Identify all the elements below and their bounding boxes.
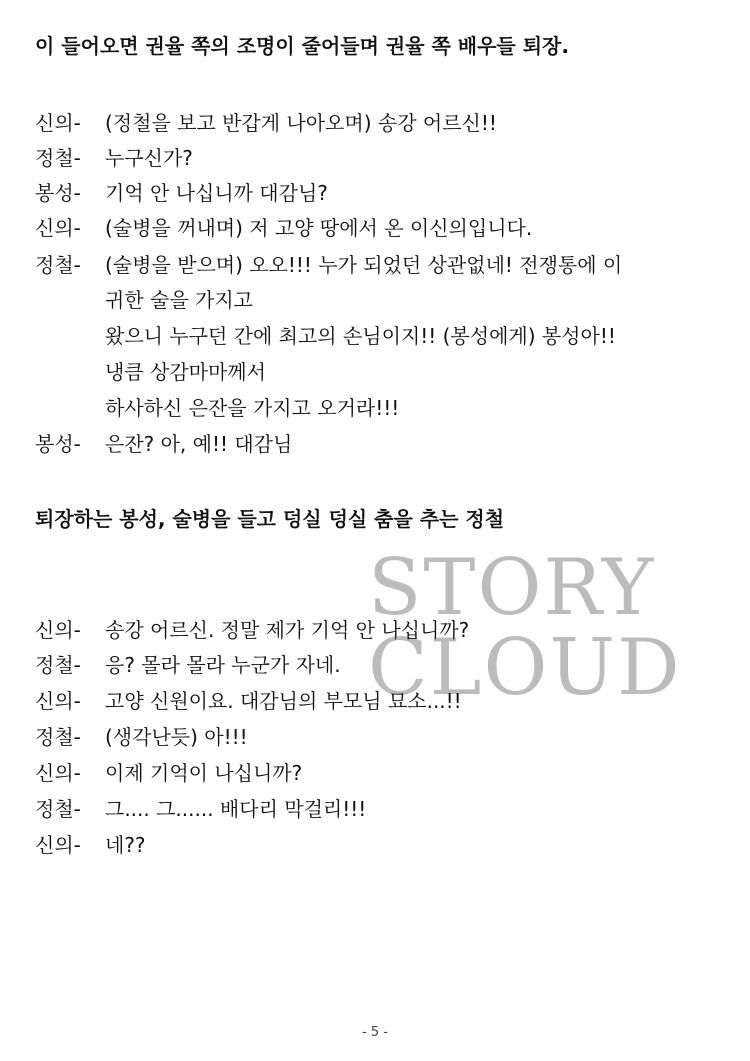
dialogue-line [35, 252, 622, 278]
dialogue-text: 네?? [105, 833, 146, 857]
speaker-name: 봉성- [35, 181, 81, 205]
dialogue-line [35, 431, 292, 457]
dialogue-line [35, 617, 469, 643]
dialogue-line [35, 832, 146, 858]
speaker-name: 신의- [35, 618, 81, 642]
speaker-name: 신의- [35, 111, 81, 135]
dialogue-text: (정철을 보고 반갑게 나아오며) 송강 어르신!! [105, 111, 497, 135]
dialogue-continuation: 하사하신 은잔을 가지고 오거라!!! [105, 396, 400, 420]
dialogue-text: 고양 신원이요. 대감님의 부모님 묘소...!! [105, 689, 462, 713]
speaker-name: 정철- [35, 797, 81, 821]
speaker-name: 봉성- [35, 432, 81, 456]
dialogue-text: 이제 기억이 나십니까? [105, 761, 303, 785]
dialogue-continuation: 왔으니 누구던 간에 최고의 손님이지!! (봉성에게) 봉성아!! [105, 324, 616, 348]
dialogue-line [35, 180, 328, 206]
dialogue-text: (생각난듯) 아!!! [105, 725, 248, 749]
dialogue-line [35, 652, 341, 678]
dialogue-line [35, 215, 532, 241]
dialogue-continuation: 냉큼 상감마마께서 [105, 360, 266, 384]
speaker-name: 신의- [35, 216, 81, 240]
stage-direction: 퇴장하는 봉성, 술병을 들고 덩실 덩실 춤을 추는 정철 [35, 507, 505, 531]
storycloud-watermark: STORY CLOUD [368, 543, 682, 713]
dialogue-line [35, 724, 248, 750]
dialogue-text: 기억 안 나십니까 대감님? [105, 181, 328, 205]
stage-direction: 이 들어오면 권율 쪽의 조명이 줄어들며 권율 쪽 배우들 퇴장. [35, 34, 569, 58]
dialogue-line [35, 145, 193, 171]
dialogue-text: 응? 몰라 몰라 누군가 자네. [105, 653, 341, 677]
dialogue-text: 그.... 그...... 배다리 막걸리!!! [105, 797, 367, 821]
dialogue-text: (술병을 받으며) 오오!!! 누가 되었던 상관없네! 전쟁통에 이 [105, 253, 623, 277]
dialogue-line [35, 796, 366, 822]
speaker-name: 정철- [35, 146, 81, 170]
speaker-name: 신의- [35, 761, 81, 785]
speaker-name: 신의- [35, 689, 81, 713]
dialogue-text: 송강 어르신. 정말 제가 기억 안 나십니까? [105, 618, 470, 642]
speaker-name: 정철- [35, 653, 81, 677]
dialogue-text: (술병을 꺼내며) 저 고양 땅에서 온 이신의입니다. [105, 216, 533, 240]
speaker-name: 정철- [35, 253, 81, 277]
dialogue-line [35, 688, 462, 714]
dialogue-text: 은잔? 아, 예!! 대감님 [105, 432, 293, 456]
speaker-name: 정철- [35, 725, 81, 749]
dialogue-text: 누구신가? [105, 146, 193, 170]
dialogue-line [35, 110, 497, 136]
dialogue-continuation: 귀한 술을 가지고 [105, 288, 253, 312]
page-number: - 5 - [362, 1025, 388, 1040]
dialogue-line [35, 760, 302, 786]
speaker-name: 신의- [35, 833, 81, 857]
